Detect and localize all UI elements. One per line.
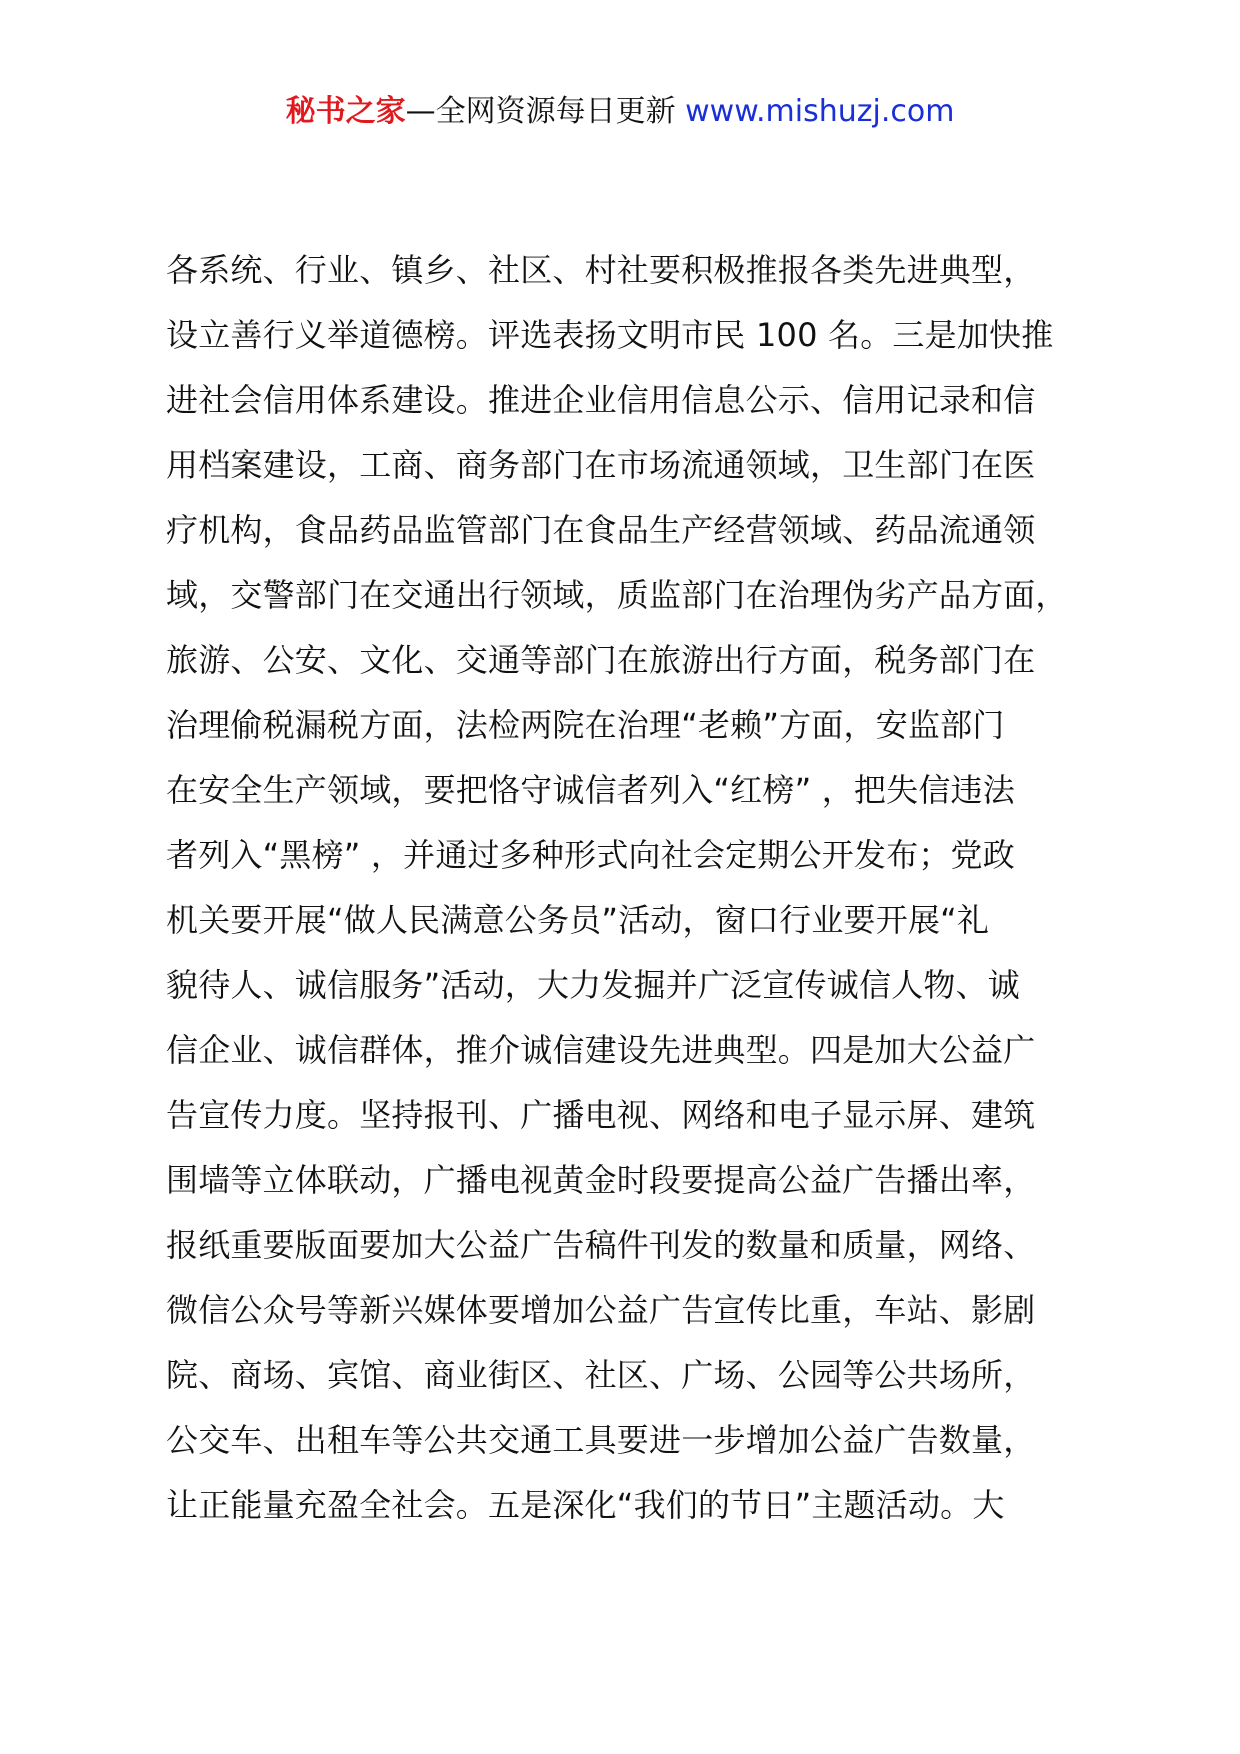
body-line: 告宣传力度。坚持报刊、广播电视、网络和电子显示屏、建筑 (166, 1096, 1036, 1134)
body-line: 围墙等立体联动，广播电视黄金时段要提高公益广告播出率， (166, 1161, 1036, 1199)
body-line: 者列入“黑榜” ，并通过多种形式向社会定期公开发布；党政 (166, 836, 1015, 874)
body-line: 让正能量充盈全社会。五是深化“我们的节日”主题活动。大 (166, 1486, 1005, 1524)
body-line: 疗机构，食品药品监管部门在食品生产经营领域、药品流通领 (166, 511, 1036, 549)
body-line: 机关要开展“做人民满意公务员”活动，窗口行业要开展“礼 (166, 901, 990, 939)
body-line: 貌待人、诚信服务”活动，大力发掘并广泛宣传诚信人物、诚 (166, 966, 1020, 1004)
body-line: 信企业、诚信群体，推介诚信建设先进典型。四是加大公益广 (166, 1031, 1036, 1069)
header-url-link[interactable]: www.mishuzj.com (685, 94, 955, 129)
body-line: 进社会信用体系建设。推进企业信用信息公示、信用记录和信 (166, 381, 1036, 419)
body-line: 微信公众号等新兴媒体要增加公益广告宣传比重，车站、影剧 (166, 1291, 1036, 1329)
header-slogan: —全网资源每日更新 (405, 94, 686, 129)
body-line: 治理偷税漏税方面，法检两院在治理“老赖”方面，安监部门 (166, 706, 1005, 744)
body-line: 域，交警部门在交通出行领域，质监部门在治理伪劣产品方面， (166, 576, 1068, 614)
brand-name: 秘书之家 (285, 94, 406, 129)
body-line: 院、商场、宾馆、商业街区、社区、广场、公园等公共场所， (166, 1356, 1036, 1394)
page-header (0, 92, 1240, 132)
body-line: 各系统、行业、镇乡、社区、村社要积极推报各类先进典型， (166, 251, 1036, 289)
body-line: 设立善行义举道德榜。评选表扬文明市民 100 名。三是加快推 (166, 316, 1054, 354)
body-line: 在安全生产领域，要把恪守诚信者列入“红榜” ，把失信违法 (166, 771, 1015, 809)
body-line: 报纸重要版面要加大公益广告稿件刊发的数量和质量，网络、 (166, 1226, 1036, 1264)
body-line: 旅游、公安、文化、交通等部门在旅游出行方面，税务部门在 (166, 641, 1036, 679)
body-line: 公交车、出租车等公共交通工具要进一步增加公益广告数量， (166, 1421, 1036, 1459)
body-line: 用档案建设，工商、商务部门在市场流通领域，卫生部门在医 (166, 446, 1036, 484)
document-body (166, 238, 1126, 1538)
